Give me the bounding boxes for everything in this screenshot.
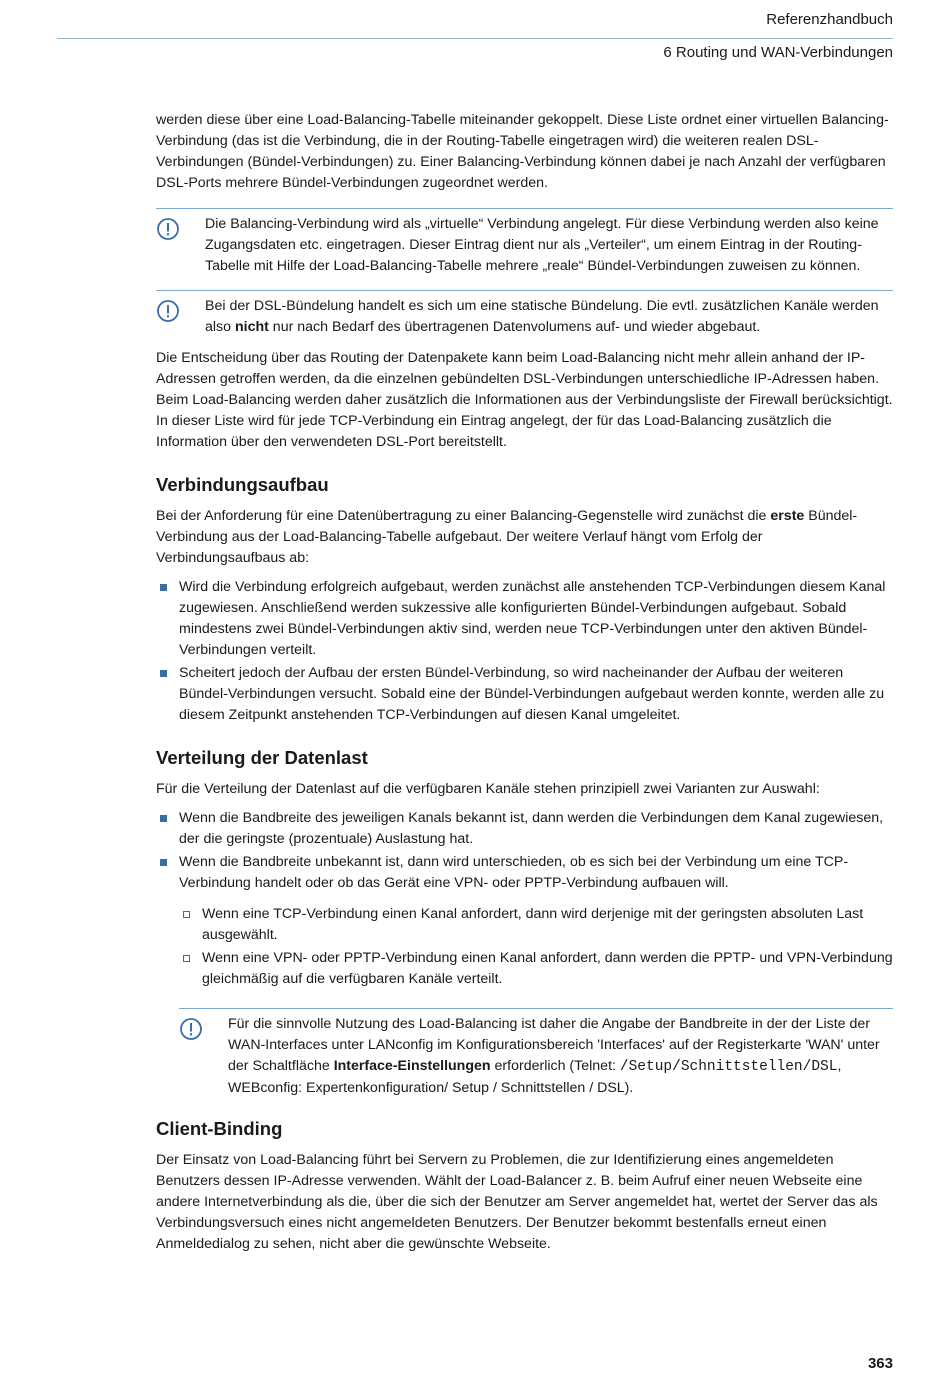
telnet-path: /Setup/Schnittstellen/DSL [619, 1059, 838, 1075]
exclamation-circle-icon [156, 299, 180, 330]
list-item: Wenn eine VPN- oder PPTP-Verbindung einen Kanal anfordert, dann werden die PPTP- und VPN-Verbindung gleichmäßig auf die verfügbaren Kanäle verteilt. [179, 948, 893, 990]
list-item: Wenn eine TCP-Verbindung einen Kanal anfordert, dann wird derjenige mit der geringsten absoluten Last ausgewählt. [179, 904, 893, 946]
hollow-square-bullet-icon [183, 911, 190, 918]
running-header-title: Referenzhandbuch [766, 11, 893, 28]
square-bullet-icon [160, 859, 167, 866]
heading-client-binding: Client-Binding [156, 1118, 283, 1139]
hollow-square-bullet-icon [183, 955, 190, 962]
note-static-bundling [156, 290, 893, 338]
list-item: Wenn die Bandbreite des jeweiligen Kanals bekannt ist, dann werden die Verbindungen dem Kanal zugewiesen, der die geringste (prozentuale) Auslastung hat. [156, 808, 893, 850]
verbindungsaufbau-list [156, 577, 893, 726]
page-number: 363 [867, 1355, 893, 1372]
page-content [156, 110, 893, 1255]
note-text: Die Balancing-Verbindung wird als „virtuelle“ Verbindung angelegt. Für diese Verbindung werden also keine Zugangsdaten etc. eingetragen. Dieser Eintrag dient nur als „Verteiler“, um einem Eintrag in der Routing-Tabelle mit Hilfe der Load-Balancing-Tabelle mehrere „reale“ Bündel-Verbindungen zuweisen zu können. [205, 216, 879, 274]
note-bandwidth [179, 1008, 893, 1099]
client-binding-paragraph: Der Einsatz von Load-Balancing führt bei Servern zu Problemen, die zur Identifizierung eines angemeldeten Benutzers dessen IP-Adresse verwenden. Wählt der Load-Balancer z. B. beim Aufruf einer neuen Webseite eine andere Internetverbindung als die, über die sich der Benutzer am Server angemeldet hat, wertet der Server das als Verbindungsversuch eines nicht angemeldeten Benutzers. Der Benutzer bekommt bestenfalls erneut einen Anmeldedialog zu sehen, nicht aber die gewünschte Webseite. [156, 1152, 878, 1252]
exclamation-circle-icon [156, 217, 180, 248]
verbindungsaufbau-paragraph: Bei der Anforderung für eine Datenübertragung zu einer Balancing-Gegenstelle wird zunächst die erste Bündel-Verbindung aus der Load-Balancing-Tabelle aufgebaut. Der weitere Verlauf hängt vom Erfolg der Verbindungsaufbaus ab: [156, 508, 858, 566]
note-virtual-connection [156, 208, 893, 277]
heading-verbindungsaufbau: Verbindungsaufbau [156, 474, 329, 495]
exclamation-circle-icon [179, 1017, 203, 1048]
list-item: Wird die Verbindung erfolgreich aufgebaut, werden zunächst alle anstehenden TCP-Verbindungen diesem Kanal zugewiesen. Anschließend werden sukzessive alle konfigurierten Bündel-Verbindungen aufgebaut. Sobald mindestens zwei Bündel-Verbindungen aktiv sind, werden neue TCP-Verbindungen unter den aktiven Bündel-Verbindungen verteilt. [156, 577, 893, 661]
header-divider [57, 38, 893, 39]
verteilung-sublist [156, 904, 893, 990]
intro-paragraph: werden diese über eine Load-Balancing-Tabelle miteinander gekoppelt. Diese Liste ordnet einer virtuellen Balancing-Verbindung (das ist die Verbindung, die in der Routing-Tabelle eingetragen wird) die weiteren realen DSL-Verbindungen (Bündel-Verbindungen) zu. Einer Balancing-Verbindung können dabei je nach Anzahl der verfügbaren DSL-Ports mehrere Bündel-Verbindungen zugeordnet werden. [156, 112, 889, 191]
verteilung-paragraph: Für die Verteilung der Datenlast auf die verfügbaren Kanäle stehen prinzipiell zwei Varianten zur Auswahl: [156, 781, 820, 797]
routing-paragraph: Die Entscheidung über das Routing der Datenpakete kann beim Load-Balancing nicht mehr allein anhand der IP-Adressen getroffen werden, da die einzelnen gebündelten DSL-Verbindungen unterschiedliche IP-Adressen haben. Beim Load-Balancing werden daher zusätzlich die Informationen aus der Verbindungsliste der Firewall berücksichtigt. In dieser Liste wird für jede TCP-Verbindung ein Eintrag angelegt, der für das Load-Balancing zusätzlich die Information über den verwendeten DSL-Port bereitstellt. [156, 350, 893, 450]
note-text: Für die sinnvolle Nutzung des Load-Balancing ist daher die Angabe der Bandbreite in der der Liste der WAN-Interfaces unter LANconfig im Konfigurationsbereich 'Interfaces' auf der Registerkarte 'WAN' unter der Schaltfläche Interface-Einstellungen erforderlich (Telnet: /Setup/Schnittstellen/DSL, WEBconfig: Expertenkonfiguration/ Setup / Schnittstellen / DSL). [228, 1016, 880, 1096]
verteilung-list [156, 808, 893, 894]
square-bullet-icon [160, 670, 167, 677]
list-item: Wenn die Bandbreite unbekannt ist, dann wird unterschieden, ob es sich bei der Verbindung um eine TCP-Verbindung handelt oder ob das Gerät eine VPN- oder PPTP-Verbindung aufbauen will. [156, 852, 893, 894]
list-item: Scheitert jedoch der Aufbau der ersten Bündel-Verbindung, so wird nacheinander der Aufbau der weiteren Bündel-Verbindungen versucht. Sobald eine der Bündel-Verbindungen aufgebaut werden konnte, werden alle zu diesem Zeitpunkt anstehenden TCP-Verbindungen auf diesen Kanal umgeleitet. [156, 663, 893, 726]
heading-verteilung: Verteilung der Datenlast [156, 747, 368, 768]
square-bullet-icon [160, 584, 167, 591]
running-header-chapter: 6 Routing und WAN-Verbindungen [663, 44, 893, 61]
square-bullet-icon [160, 815, 167, 822]
note-text: Bei der DSL-Bündelung handelt es sich um eine statische Bündelung. Die evtl. zusätzlichen Kanäle werden also nicht nur nach Bedarf des übertragenen Datenvolumens auf- und wieder abgebaut. [205, 298, 879, 335]
